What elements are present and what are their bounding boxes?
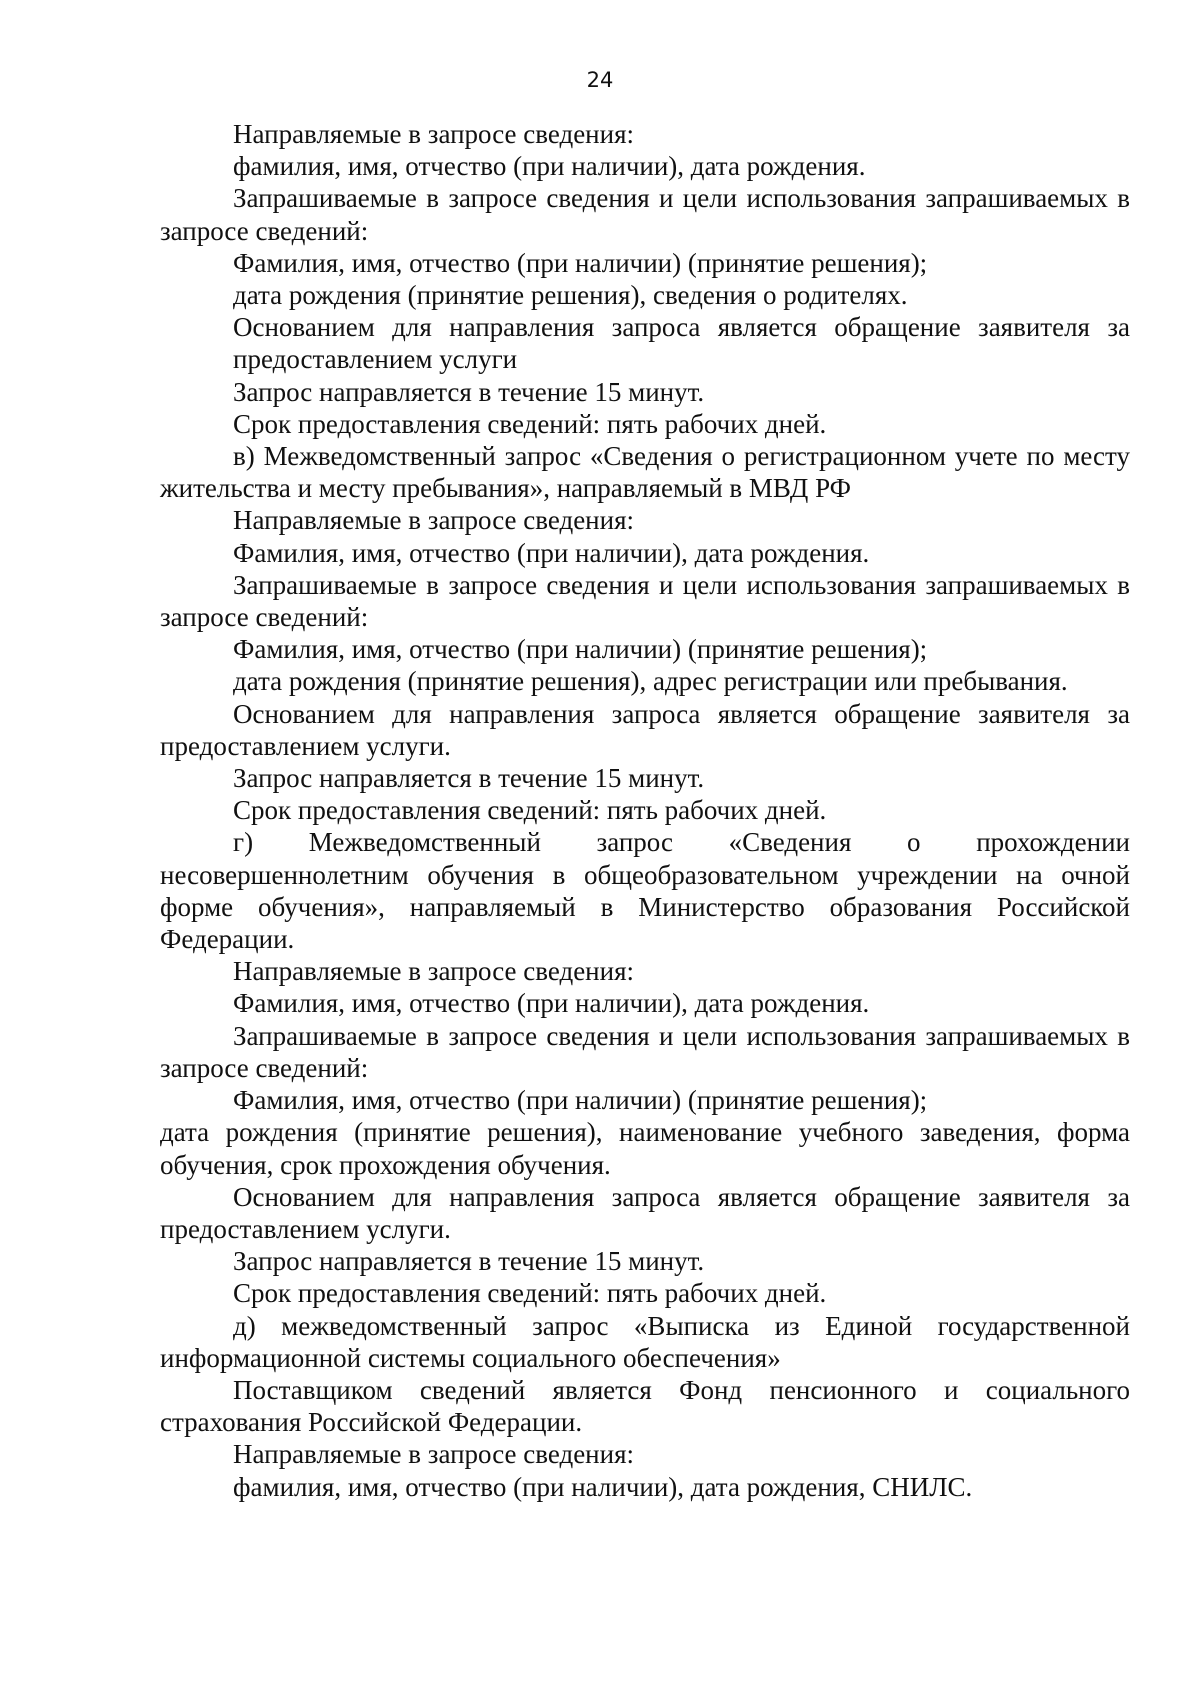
- paragraph: Срок предоставления сведений: пять рабочих дней.: [233, 1278, 827, 1309]
- paragraph: Основанием для направления запроса является обращение заявителя за предоставлением услуги: [233, 312, 1130, 375]
- paragraph: Запрос направляется в течение 15 минут.: [233, 376, 705, 407]
- paragraph: Направляемые в запросе сведения:: [233, 1439, 634, 1470]
- paragraph: Фамилия, имя, отчество (при наличии) (принятие решения);: [233, 247, 928, 278]
- paragraph: фамилия, имя, отчество (при наличии), дата рождения.: [233, 151, 866, 182]
- paragraph: дата рождения (принятие решения), наименование учебного заведения, форма обучения, срок прохождения обучения.: [160, 1117, 1130, 1180]
- paragraph: г) Межведомственный запрос «Сведения о прохождении несовершеннолетним обучения в общеобразовательном учреждении на очной форме обучения», направляемый в Министерство образования Российской Федерации.: [160, 827, 1130, 955]
- paragraph: Запрашиваемые в запросе сведения и цели использования запрашиваемых в запросе сведений:: [160, 569, 1130, 633]
- paragraph: Срок предоставления сведений: пять рабочих дней.: [233, 408, 827, 439]
- paragraph: Фамилия, имя, отчество (при наличии) (принятие решения);: [233, 1085, 928, 1116]
- paragraph: Направляемые в запросе сведения:: [233, 119, 634, 149]
- paragraph: Фамилия, имя, отчество (при наличии), дата рождения.: [233, 537, 870, 568]
- paragraph: Фамилия, имя, отчество (при наличии), дата рождения.: [233, 988, 870, 1019]
- page-number: 24: [586, 68, 614, 92]
- paragraph: Основанием для направления запроса является обращение заявителя за предоставлением услуги.: [160, 1181, 1130, 1244]
- paragraph: Фамилия, имя, отчество (при наличии) (принятие решения);: [233, 634, 928, 665]
- paragraph: в) Межведомственный запрос «Сведения о регистрационном учете по месту жительства и месту пребывания», направляемый в МВД РФ: [160, 441, 1130, 504]
- paragraph: Направляемые в запросе сведения:: [233, 505, 634, 536]
- paragraph: дата рождения (принятие решения), сведения о родителях.: [233, 280, 908, 311]
- paragraph: Запрос направляется в течение 15 минут.: [233, 763, 705, 794]
- paragraph: Направляемые в запросе сведения:: [233, 956, 634, 987]
- paragraph: Срок предоставления сведений: пять рабочих дней.: [233, 795, 827, 826]
- paragraph: Запрашиваемые в запросе сведения и цели использования запрашиваемых в запросе сведений:: [160, 183, 1130, 246]
- paragraph: дата рождения (принятие решения), адрес регистрации или пребывания.: [233, 666, 1068, 697]
- paragraph: Запрашиваемые в запросе сведения и цели использования запрашиваемых в запросе сведений:: [160, 1020, 1130, 1083]
- paragraph: Запрос направляется в течение 15 минут.: [233, 1246, 705, 1277]
- document-body: [160, 118, 1130, 1503]
- paragraph: Основанием для направления запроса является обращение заявителя за предоставлением услуги.: [160, 698, 1130, 761]
- paragraph: д) межведомственный запрос «Выписка из Единой государственной информационной системы социального обеспечения»: [160, 1310, 1130, 1373]
- paragraph: фамилия, имя, отчество (при наличии), дата рождения, СНИЛС.: [233, 1471, 973, 1502]
- paragraph: Поставщиком сведений является Фонд пенсионного и социального страхования Российской Федерации.: [160, 1374, 1130, 1438]
